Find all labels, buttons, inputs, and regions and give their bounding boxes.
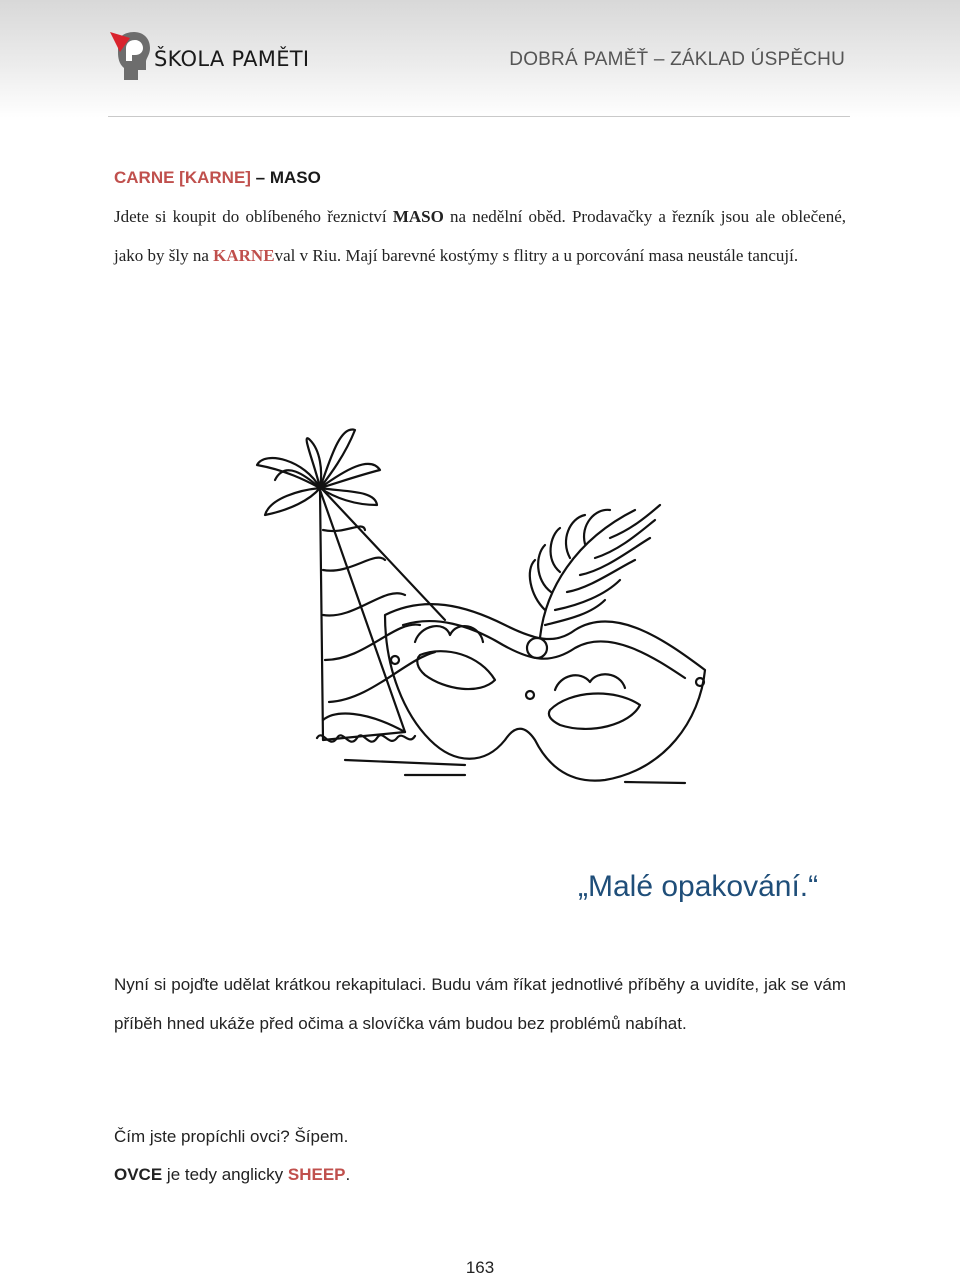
- carnival-mask-icon: [385, 505, 705, 781]
- party-hat-icon: [257, 430, 445, 742]
- recap-paragraph: Nyní si pojďte udělat krátkou rekapitulaci. Budu vám říkat jednotlivé příběhy a uvidíte, jak se vám příběh hned ukáže před očima a slovíčka vám budou bez problémů nabíhat.: [114, 975, 846, 1033]
- header-divider: [108, 116, 850, 117]
- question-line: Čím jste propíchli ovci? Šípem.: [114, 1127, 349, 1146]
- recap-subtitle: „Malé opakování.“: [578, 870, 819, 903]
- highlight-karne: KARNE: [213, 246, 275, 265]
- title-foreign-word: CARNE [KARNE]: [114, 168, 251, 187]
- carnival-illustration: [245, 420, 715, 800]
- header-tagline: DOBRÁ PAMĚŤ – ZÁKLAD ÚSPĚCHU: [509, 49, 845, 70]
- title-native-word: MASO: [269, 168, 321, 187]
- logo-text: ŠKOLA PAMĚTI: [154, 47, 310, 71]
- page-number: 163: [465, 1258, 495, 1277]
- highlight-maso: MASO: [392, 207, 444, 226]
- section-title: [114, 168, 321, 188]
- answer-foreign-word: SHEEP: [287, 1165, 346, 1184]
- story-paragraph: Jdete si koupit do oblíbeného řeznictví MASO na nedělní oběd. Prodavačky a řezník jsou ale oblečené, jako by šly na KARNEval v Riu. Mají barevné kostýmy s flitry a u porcování masa neustále tancují.: [114, 207, 846, 265]
- answer-native-word: OVCE: [114, 1165, 163, 1184]
- title-separator: –: [250, 168, 270, 187]
- answer-line: OVCE je tedy anglicky SHEEP.: [114, 1165, 351, 1184]
